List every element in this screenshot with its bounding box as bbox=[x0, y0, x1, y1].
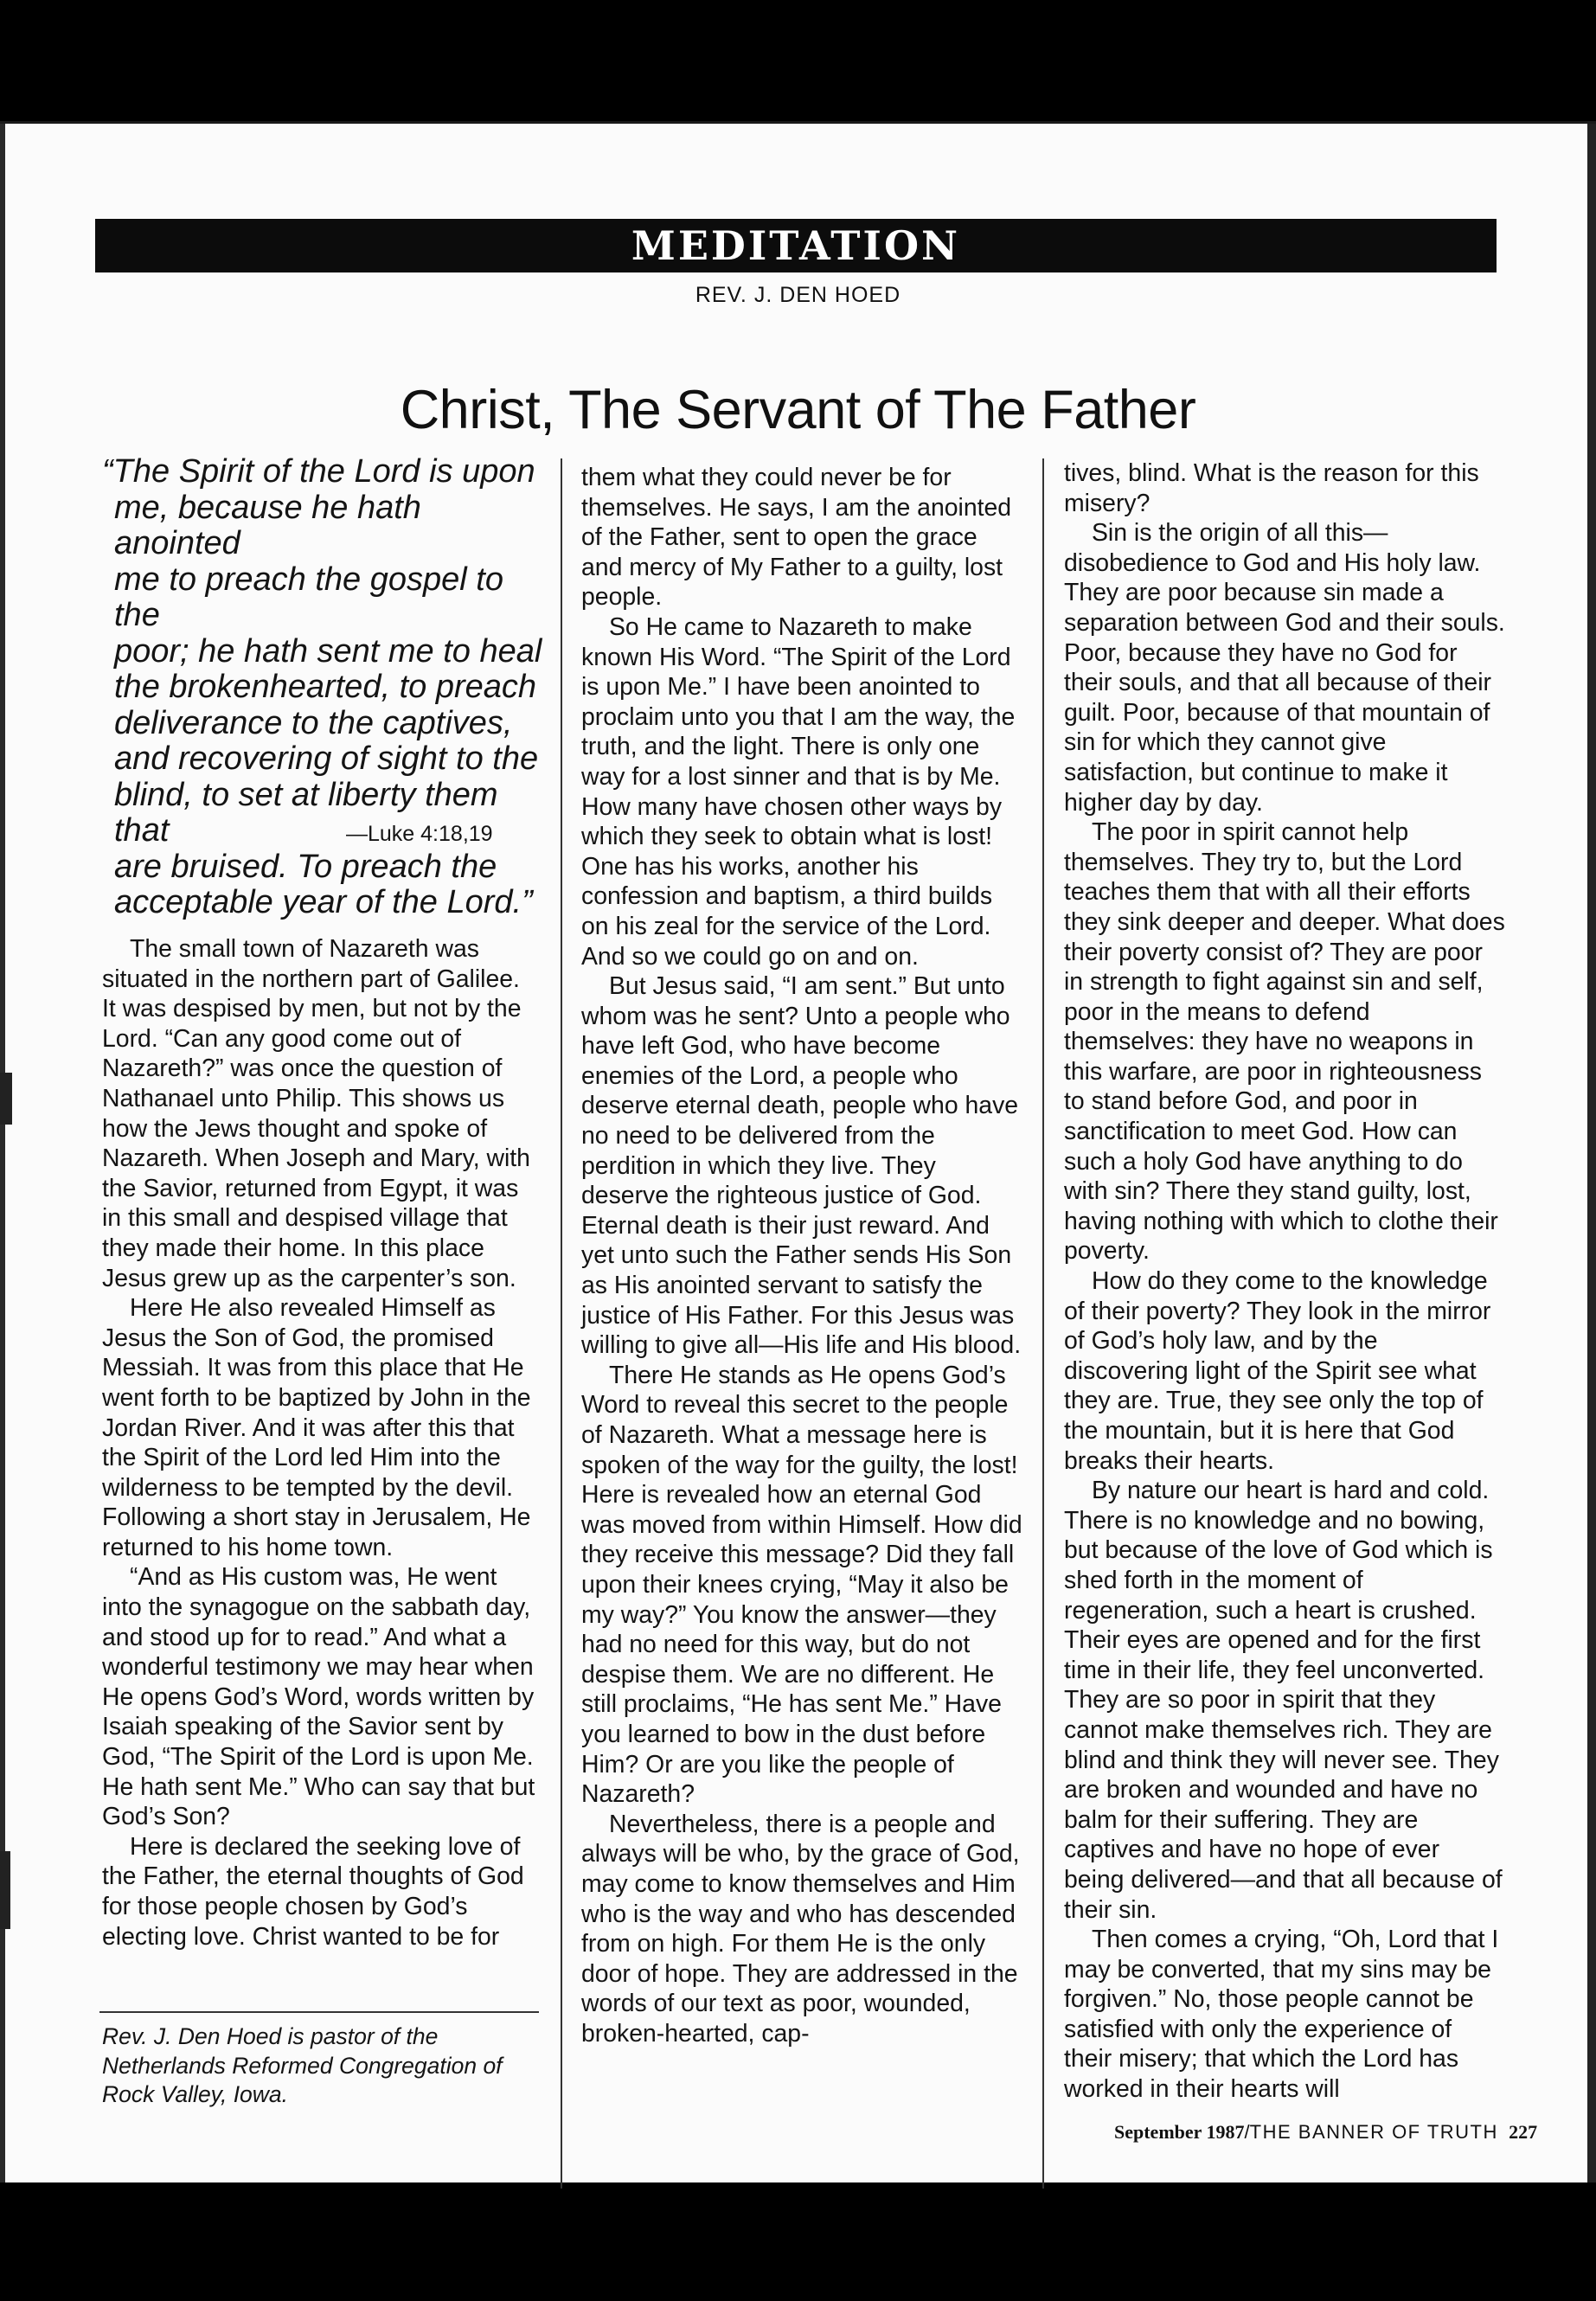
paragraph: By nature our heart is hard and cold. There is no knowledge and no bowing, but because of the love of God which is shed forth in the moment of regeneration, such a heart is crushed. Their eyes are opened and for the first time in their life, they feel unconverted. They are so poor in spirit that they cannot make themselves rich. They are blind and think they will never see. They are broken and wounded and have no balm for their suffering. They are captives and have no hope of ever being delivered—and that all because of their sin. bbox=[1064, 1477, 1503, 1924]
scan-edge-mark bbox=[0, 1073, 12, 1125]
scripture-quote bbox=[102, 454, 552, 921]
paragraph: them what they could never be for themselves. He says, I am the anointed of the Father, sent to open the grace and mercy of My Father to a guilty, lost people. bbox=[581, 464, 1012, 612]
paragraph: tives, blind. What is the reason for this misery? bbox=[1064, 459, 1479, 517]
author-footnote: Rev. J. Den Hoed is pastor of the Netherlands Reformed Congregation of Rock Valley, Iowa. bbox=[102, 2023, 503, 2107]
folio-separator: / bbox=[1244, 2121, 1250, 2143]
paragraph: The small town of Nazareth was situated in the northern part of Galilee. It was despised by men, but not by the Lord. “Can any good come out of Nazareth?” was once the question of Nathanael unto Philip. This shows us how the Jews thought and spoke of Nazareth. When Joseph and Mary, with the Savior, returned from Egypt, it was in this small and despised village that they made their home. In this place Jesus grew up as the carpenter’s son. bbox=[102, 935, 530, 1292]
scripture-line: “The Spirit of the Lord is upon bbox=[102, 453, 535, 490]
article-column-1 bbox=[102, 934, 536, 1952]
column-divider bbox=[1042, 458, 1044, 2189]
article-column-3 bbox=[1064, 458, 1505, 2105]
paragraph: Here He also revealed Himself as Jesus the Son of God, the promised Messiah. It was from this place that He went forth to be baptized by John in the Jordan River. And it was after this that the Spirit of the Lord led Him into the wilderness to be tempted by the devil. Following a short stay in Jerusalem, He returned to his home town. bbox=[102, 1294, 531, 1561]
scripture-line: and recovering of sight to the bbox=[114, 740, 539, 777]
scripture-line: acceptable year of the Lord.” bbox=[114, 884, 533, 920]
scripture-line: me to preach the gospel to the bbox=[114, 561, 503, 633]
page-folio bbox=[1114, 2121, 1537, 2144]
page-number: 227 bbox=[1509, 2121, 1538, 2143]
paragraph: But Jesus said, “I am sent.” But unto whom was he sent? Unto a people who have left God, who have become enemies of the Lord, a people who deserve eternal death, people who have no need to be delivered from the perdition in which they live. They deserve the righteous justice of God. Eternal death is their just reward. And yet unto such the Father sends His Son as His anointed servant to satisfy the justice of His Father. For this Jesus was willing to give all—His life and His blood. bbox=[581, 972, 1022, 1360]
column-divider bbox=[561, 458, 562, 2189]
paragraph: So He came to Nazareth to make known His Word. “The Spirit of the Lord is upon Me.” I have been anointed to proclaim unto you that I am the way, the truth, and the light. There is only one way for a lost sinner and that is by Me. How many have chosen other ways by which they seek to obtain what is lost! One has his works, another his confession and baptism, a third builds on his zeal for the service of the Lord. And so we could go on and on. bbox=[581, 612, 1016, 971]
scripture-reference: —Luke 4:18,19 bbox=[346, 822, 493, 846]
scripture-line: me, because he hath anointed bbox=[114, 489, 421, 561]
paragraph: The poor in spirit cannot help themselves. They try to, but the Lord teaches them that with all their efforts they sink deeper and deeper. What does their poverty consist of? They are poor in strength to fight against sin and self, poor in the means to defend themselves: they have no weapons in this warfare, are poor in righteousness to stand before God, and poor in sanctification to meet God. How can such a holy God have anything to do with sin? There they stand guilty, lost, having nothing with which to clothe their poverty. bbox=[1064, 818, 1505, 1266]
scripture-line: blind, to set at liberty them that bbox=[114, 776, 498, 849]
scripture-line: deliverance to the captives, bbox=[114, 704, 513, 741]
publication-name: THE BANNER OF TRUTH bbox=[1249, 2121, 1498, 2143]
article-column-2 bbox=[581, 463, 1022, 2048]
paragraph: “And as His custom was, He went into the synagogue on the sabbath day, and stood up for to read.” And what a wonderful testimony we may hear when He opens God’s Word, words written by Isaiah speaking of the Savior sent by God, “The Spirit of the Lord is upon Me. He hath sent Me.” Who can say that but God’s Son? bbox=[102, 1563, 535, 1831]
paragraph: Here is declared the seeking love of the Father, the eternal thoughts of God for those people chosen by God’s electing love. Christ wanted to be for bbox=[102, 1832, 524, 1951]
scan-edge-mark bbox=[0, 1851, 10, 1929]
byline: REV. J. DEN HOED bbox=[695, 283, 901, 307]
scripture-line: the brokenhearted, to preach bbox=[114, 669, 537, 705]
article-title: Christ, The Servant of The Father bbox=[400, 380, 1196, 440]
scripture-line: poor; he hath sent me to heal bbox=[114, 632, 542, 670]
paragraph: Nevertheless, there is a people and always will be who, by the grace of God, may come to know themselves and Him who is the way and who has descended from on high. For them He is the only door of hope. They are addressed in the words of our text as poor, wounded, broken-hearted, cap- bbox=[581, 1810, 1020, 2048]
section-banner: MEDITATION bbox=[95, 219, 1497, 272]
issue-date: September 1987 bbox=[1114, 2121, 1245, 2143]
paragraph: Sin is the origin of all this—disobedience to God and His holy law. They are poor because sin made a separation between God and their souls. Poor, because they have no God for their souls, and that all because of their guilt. Poor, because of that mountain of sin for which they cannot give satisfaction, but continue to make it higher day by day. bbox=[1064, 519, 1505, 817]
paragraph: How do they come to the knowledge of their poverty? They look in the mirror of God’s holy law, and by the discovering light of the Spirit see what they are. True, they see only the top of the mountain, but it is here that God breaks their hearts. bbox=[1064, 1267, 1491, 1475]
scripture-line: are bruised. To preach the bbox=[114, 848, 497, 885]
paragraph: There He stands as He opens God’s Word to reveal this secret to the people of Nazareth. What a message here is spoken of the way for the guilty, the lost! Here is revealed how an eternal God was moved from within Himself. How did they receive this message? Did they fall upon their knees crying, “May it also be my way?” You know the answer—they had no need for this way, but do not despise them. We are no different. He still proclaims, “He has sent Me.” Have you learned to bow in the dust before Him? Or are you like the people of Nazareth? bbox=[581, 1361, 1022, 1809]
paragraph: Then comes a crying, “Oh, Lord that I may be converted, that my sins may be forgiven.” No, those people cannot be satisfied with only the experience of their misery; that which the Lord has worked in their hearts will bbox=[1064, 1926, 1499, 2104]
footnote-rule bbox=[99, 2011, 539, 2013]
